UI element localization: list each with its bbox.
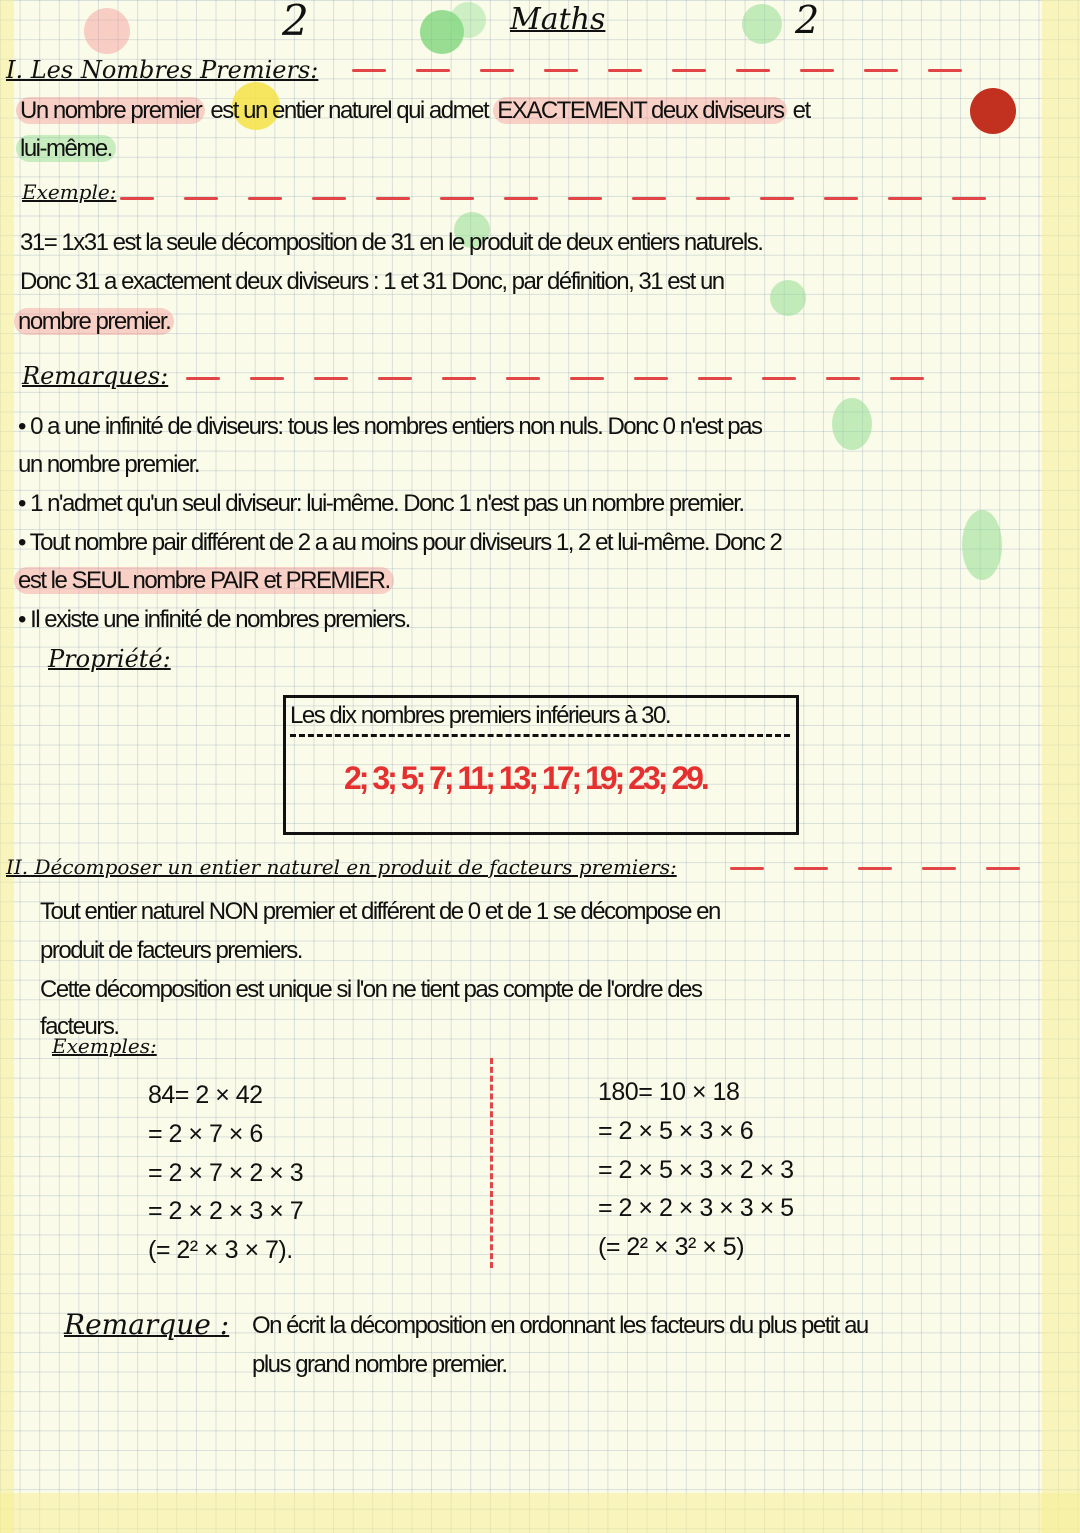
final-remark-label: Remarque :: [64, 1308, 230, 1341]
prime-box-title: Les dix nombres premiers inférieurs à 30.: [290, 702, 671, 729]
section-2-line-2: produit de facteurs premiers.: [40, 937, 302, 964]
green-dot-decoration: [832, 398, 872, 450]
term-nombre-premier: Un nombre premier: [16, 97, 205, 124]
definition-text-end: et: [787, 97, 810, 124]
term-exactement: EXACTEMENT deux diviseurs: [493, 97, 787, 124]
example-left-line: = 2 × 2 × 3 × 7: [148, 1197, 304, 1225]
example-left-line: 84= 2 × 42: [148, 1081, 263, 1109]
example-right-line: = 2 × 2 × 3 × 3 × 5: [598, 1194, 794, 1222]
example-left-line: = 2 × 7 × 6: [148, 1120, 263, 1148]
remark-2: • 1 n'admet qu'un seul diviseur: lui-même. Donc 1 n'est pas un nombre premier.: [18, 490, 744, 517]
page-number-left: 2: [282, 0, 309, 45]
example-left-line: (= 2² × 3 × 7).: [148, 1236, 293, 1264]
final-remark-line-2: plus grand nombre premier.: [252, 1351, 507, 1378]
remark-3-highlight: est le SEUL nombre PAIR et PREMIER.: [14, 567, 394, 594]
remarks-label: Remarques:: [22, 362, 169, 390]
dark-red-dot-decoration: [970, 88, 1016, 134]
final-remark-line-1: On écrit la décomposition en ordonnant les facteurs du plus petit au: [252, 1312, 868, 1339]
example-left-line: = 2 × 7 × 2 × 3: [148, 1159, 304, 1187]
example-right-line: = 2 × 5 × 3 × 2 × 3: [598, 1156, 794, 1184]
section-2-dashes: [730, 867, 1020, 870]
red-dot-decoration: [84, 8, 130, 54]
page-title: Maths: [510, 2, 606, 37]
page-number-right: 2: [795, 0, 820, 42]
example-conclusion: nombre premier.: [14, 308, 174, 335]
prime-box-divider: [290, 734, 790, 739]
green-dot-decoration: [450, 2, 486, 38]
section-2-line-1: Tout entier naturel NON premier et différent de 0 et de 1 se décompose en: [40, 898, 720, 925]
right-margin-band: [1042, 0, 1080, 1533]
examples-separator: [490, 1058, 493, 1268]
property-label: Propriété:: [48, 645, 171, 673]
section-1-title: I. Les Nombres Premiers:: [6, 56, 319, 84]
green-dot-decoration: [742, 4, 782, 44]
section-1-dashes: [352, 69, 962, 72]
example-right-line: = 2 × 5 × 3 × 6: [598, 1117, 754, 1145]
definition-line-2: [16, 134, 116, 164]
green-dot-decoration: [962, 510, 1002, 580]
example-right-line: (= 2² × 3² × 5): [598, 1233, 745, 1261]
remark-3-line-1: • Tout nombre pair différent de 2 a au moins pour diviseurs 1, 2 et lui-même. Donc 2: [18, 529, 782, 556]
green-dot-decoration: [770, 280, 806, 316]
definition-line-1: [16, 96, 810, 126]
example-right-line: 180= 10 × 18: [598, 1078, 740, 1106]
remark-1-line-2: un nombre premier.: [18, 451, 200, 478]
example-line-2: Donc 31 a exactement deux diviseurs : 1 et 31 Donc, par définition, 31 est un: [20, 268, 724, 295]
example-dashes: [120, 197, 986, 200]
example-line-3: [14, 307, 174, 337]
prime-numbers-list: 2; 3; 5; 7; 11; 13; 17; 19; 23; 29.: [344, 760, 707, 796]
prime-numbers-box: [283, 695, 799, 835]
example-label: Exemple:: [22, 180, 117, 204]
remark-4: • Il existe une infinité de nombres premiers.: [18, 606, 410, 633]
remarks-dashes: [186, 377, 924, 380]
examples-label: Exemples:: [52, 1034, 157, 1058]
section-2-line-4: facteurs.: [40, 1013, 119, 1040]
definition-text: est un entier naturel qui admet: [205, 97, 494, 124]
bottom-margin-band: [0, 1493, 1080, 1533]
left-margin-band: [0, 0, 14, 1533]
section-2-title: II. Décomposer un entier naturel en produit de facteurs premiers:: [6, 855, 677, 879]
example-line-1: 31= 1x31 est la seule décomposition de 31 en le produit de deux entiers naturels.: [20, 229, 763, 256]
remark-1-line-1: • 0 a une infinité de diviseurs: tous les nombres entiers non nuls. Donc 0 n'est pas: [18, 413, 762, 440]
remark-3-line-2: [14, 566, 394, 596]
term-lui-meme: lui-même.: [16, 135, 116, 162]
section-2-line-3: Cette décomposition est unique si l'on ne tient pas compte de l'ordre des: [40, 976, 702, 1003]
